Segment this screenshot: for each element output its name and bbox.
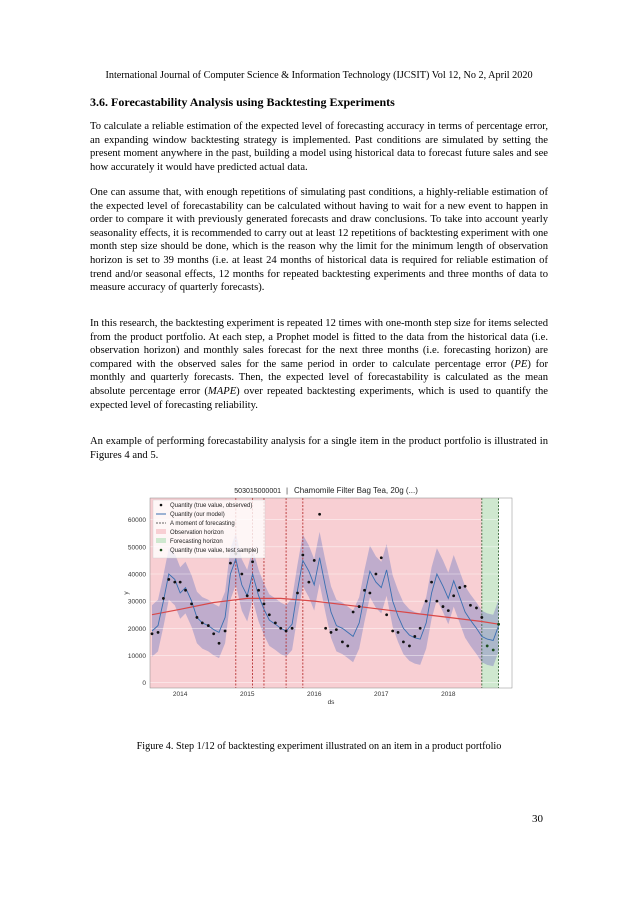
x-tick-label: 2017 <box>374 691 389 698</box>
observed-point <box>151 632 154 635</box>
observed-point <box>167 578 170 581</box>
observed-point <box>196 616 199 619</box>
backtesting-chart <box>118 484 520 706</box>
legend-label: Forecasting horizon <box>170 539 223 545</box>
legend-test-marker <box>160 549 163 552</box>
observed-point <box>274 621 277 624</box>
observed-point <box>313 559 316 562</box>
legend-observation-swatch <box>156 529 166 534</box>
paragraph-3-mid: ) for monthly and quarterly forecasts. Then, the expected level of forecastability is calculated as the mean absolute percentage error ( <box>90 358 549 397</box>
observed-point <box>391 630 394 633</box>
observed-point <box>436 600 439 603</box>
observed-point <box>452 594 455 597</box>
observed-point <box>397 631 400 634</box>
observed-point <box>380 556 383 559</box>
paragraph-3 <box>90 317 548 412</box>
observed-point <box>179 581 182 584</box>
observed-point <box>475 607 478 610</box>
x-axis-label: ds <box>327 699 335 706</box>
observed-point <box>447 609 450 612</box>
legend-label: Quantity (true value, test sample) <box>170 548 259 554</box>
observed-point <box>201 621 204 624</box>
observed-point <box>229 562 232 565</box>
observed-point <box>257 589 260 592</box>
y-tick-label: 60000 <box>127 517 146 525</box>
y-tick-label: 10000 <box>127 652 146 660</box>
observed-point <box>330 631 333 634</box>
x-tick-label: 2014 <box>172 691 188 698</box>
x-tick-label: 2015 <box>239 691 255 698</box>
x-tick-label: 2018 <box>441 691 456 698</box>
legend-label: A moment of forecasting <box>170 521 235 527</box>
observed-point <box>464 585 467 588</box>
observed-point <box>442 605 445 608</box>
figure-caption: Figure 4. Step 1/12 of backtesting experiment illustrated on an item in a product portfolio <box>136 741 502 752</box>
section-title: 3.6. Forecastability Analysis using Backtesting Experiments <box>90 95 395 109</box>
observed-point <box>224 630 227 633</box>
y-tick-label: 40000 <box>127 571 146 579</box>
y-axis-label: y <box>123 591 130 595</box>
x-tick-label: 2016 <box>307 691 322 698</box>
observed-point <box>430 581 433 584</box>
observed-point <box>173 581 176 584</box>
paragraph-1: To calculate a reliable estimation of the expected level of forecasting accuracy in terms of percentage error, an expanding window backtesting strategy is implemented. Past conditions are simulated by setting the present moment anywhere in the past, building a model using historical data to forecast future sales and see how accurately it would have predicted actual data. <box>90 121 548 173</box>
legend-label: Quantity (true value, observed) <box>170 503 253 509</box>
chart-title: Chamomile Filter Bag Tea, 20g (...) <box>294 486 418 495</box>
observed-point <box>246 594 249 597</box>
observed-point <box>162 597 165 600</box>
test-sample-point <box>486 645 489 648</box>
legend <box>153 500 265 558</box>
observed-point <box>375 573 378 576</box>
observed-point <box>157 631 160 634</box>
observed-point <box>218 642 221 645</box>
observed-point <box>480 616 483 619</box>
paragraph-4: An example of performing forecastability analysis for a single item in the product portfolio is illustrated in Figures 4 and 5. <box>90 436 548 461</box>
observed-point <box>207 624 210 627</box>
journal-header: International Journal of Computer Science & Information Technology (IJCSIT) Vol 12, No 2, April 2020 <box>105 70 533 81</box>
legend-forecast-swatch <box>156 538 166 543</box>
observed-point <box>251 560 254 563</box>
observed-point <box>324 627 327 630</box>
observed-point <box>368 592 371 595</box>
paragraph-3-start: In this research, the backtesting experiment is repeated 12 times with one-month step size for items selected from the product portfolio. At each step, a Prophet model is fitted to the data from the historical data (i.e. observation horizon) and monthly sales forecast for the next three months (i.e. forecasting horizon) are compared with the observed sales for the same period in order to calculate percentage error ( <box>90 318 548 370</box>
observed-point <box>358 605 361 608</box>
pe-term: PE <box>514 358 528 370</box>
observed-point <box>385 613 388 616</box>
paragraph-2: One can assume that, with enough repetitions of simulating past conditions, a highly-reliable estimation of the expected level of forecastability can be calculated without having to wait for a new event to happen in order to compare it with previously generated forecasts and draw conclusions. To take into account yearly seasonality effects, it is recommended to carry out at least 12 repetitions of backtesting experiment with one month step size should be done, which is the reason why the limit for the minimum length of observation horizon is set to 39 months (i.e. at least 24 months of historical data is required for reliable estimation of trend and/or seasonal effects, 12 months for repeated backtesting experiments and three months of data to measure accuracy of quarterly forecasts). <box>90 187 548 294</box>
observed-point <box>341 640 344 643</box>
observed-point <box>190 602 193 605</box>
observed-point <box>402 640 405 643</box>
observed-point <box>307 581 310 584</box>
observed-point <box>425 600 428 603</box>
mape-term: MAPE <box>207 385 237 397</box>
observed-point <box>408 645 411 648</box>
y-tick-label: 50000 <box>127 544 146 552</box>
observed-point <box>458 586 461 589</box>
chart-title-separator: | <box>286 488 288 495</box>
y-tick-label: 20000 <box>127 625 146 633</box>
observed-point <box>279 627 282 630</box>
observed-point <box>240 573 243 576</box>
observed-point <box>469 604 472 607</box>
legend-observed-marker <box>160 504 163 507</box>
observed-point <box>268 613 271 616</box>
observed-point <box>296 592 299 595</box>
observed-point <box>184 589 187 592</box>
chart-id-label: 503015000001 <box>234 488 281 495</box>
observed-point <box>352 611 355 614</box>
observed-point <box>263 602 266 605</box>
paragraph-3-end: ) over repeated backtesting experiments, which is used to quantify the expected level of forecasting reliability. <box>90 385 548 411</box>
page-number: 30 <box>532 813 543 825</box>
observed-point <box>346 645 349 648</box>
y-tick-label: 0 <box>142 680 146 688</box>
observed-point <box>318 513 321 516</box>
observed-point <box>291 627 294 630</box>
y-tick-label: 30000 <box>127 598 146 606</box>
test-sample-point <box>497 623 500 626</box>
observed-point <box>285 630 288 633</box>
observed-point <box>212 632 215 635</box>
observed-point <box>335 628 338 631</box>
observed-point <box>419 627 422 630</box>
test-sample-point <box>492 649 495 652</box>
legend-label: Quantity (our model) <box>170 512 225 518</box>
observed-point <box>363 589 366 592</box>
legend-label: Observation horizon <box>170 530 224 536</box>
observed-point <box>413 635 416 638</box>
observed-point <box>301 554 304 557</box>
